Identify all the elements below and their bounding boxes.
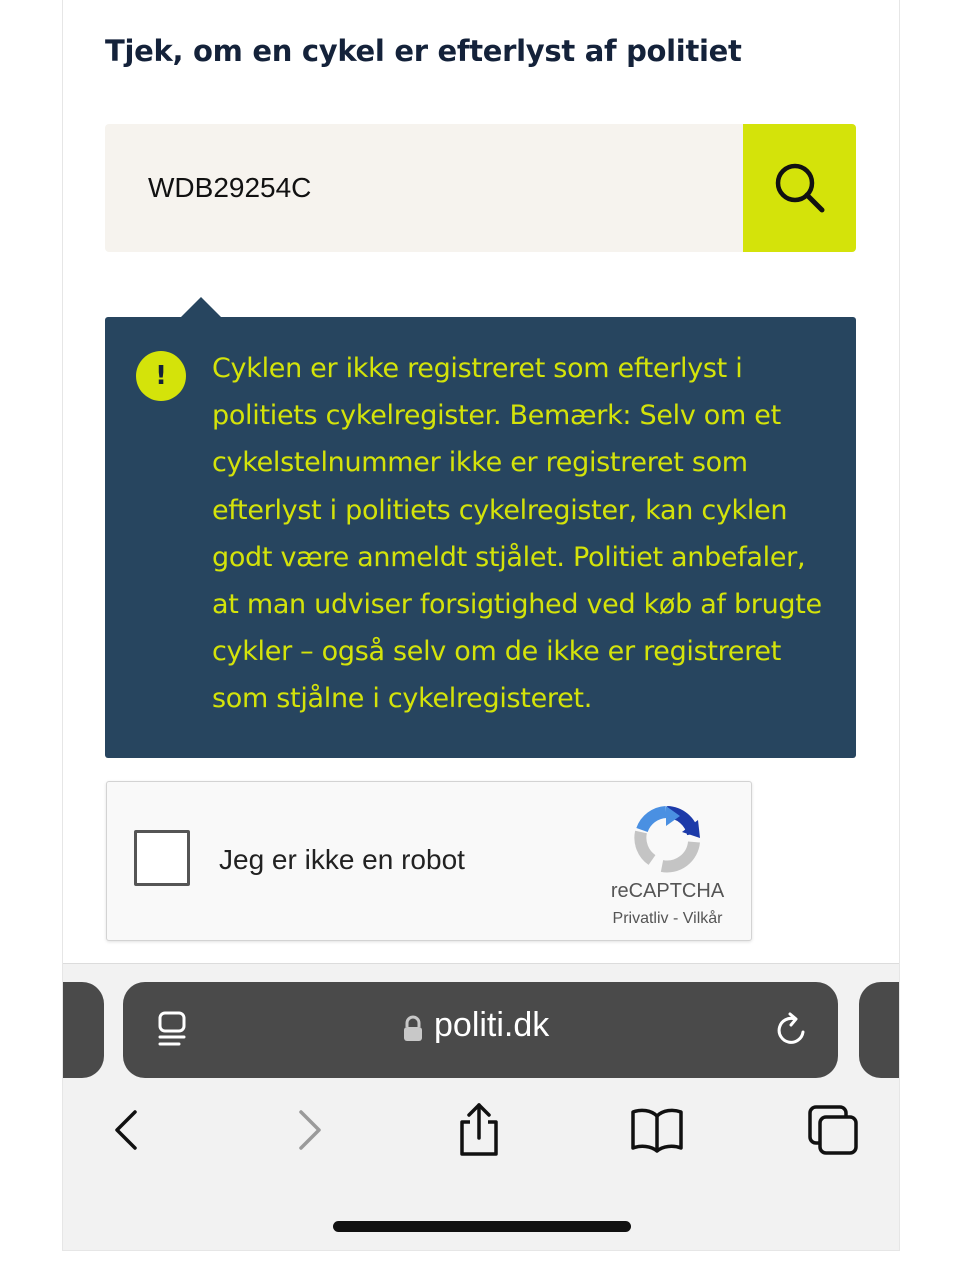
home-indicator[interactable] bbox=[333, 1221, 631, 1232]
reload-icon[interactable] bbox=[773, 1010, 811, 1050]
url-text: politi.dk bbox=[434, 1006, 550, 1044]
search-icon bbox=[770, 158, 830, 218]
next-tab[interactable] bbox=[859, 982, 899, 1078]
recaptcha-brand: reCAPTCHA bbox=[610, 880, 725, 902]
privacy-link[interactable]: Privatliv bbox=[612, 910, 669, 927]
phone-screen bbox=[62, 0, 900, 1251]
search-button[interactable] bbox=[743, 124, 856, 252]
browser-chrome bbox=[63, 963, 899, 1251]
notice-text: Cyklen er ikke registreret som efterlyst i politiets cykelregister. Bemærk: Selv om et cykelstelnummer ikke er registreret som efterlyst i politiets cykelregister, kan cyklen godt være anmeldt stjålet. Politiet anbefaler, at man udviser forsigtighed ved køb af brugte cykler – også selv om de ikke er registreret som stjålne i cykelregisteret. bbox=[212, 353, 822, 715]
back-icon[interactable] bbox=[109, 1104, 149, 1154]
address-bar[interactable] bbox=[123, 982, 838, 1078]
lock-icon bbox=[402, 1015, 424, 1043]
tabs-icon[interactable] bbox=[807, 1104, 859, 1156]
search-input[interactable] bbox=[105, 124, 744, 252]
previous-tab[interactable] bbox=[63, 982, 104, 1078]
recaptcha-widget bbox=[106, 781, 752, 941]
recaptcha-label: Jeg er ikke en robot bbox=[219, 844, 465, 875]
link-separator: - bbox=[668, 910, 683, 927]
reader-icon[interactable] bbox=[155, 1010, 191, 1050]
exclamation-icon: ! bbox=[136, 351, 186, 401]
search-box bbox=[105, 124, 856, 252]
bookmarks-icon[interactable] bbox=[629, 1104, 685, 1154]
recaptcha-checkbox[interactable] bbox=[134, 830, 190, 886]
share-icon[interactable] bbox=[456, 1100, 502, 1158]
page-title: Tjek, om en cykel er efterlyst af politiet bbox=[105, 34, 742, 68]
forward-icon[interactable] bbox=[289, 1104, 329, 1154]
terms-link[interactable]: Vilkår bbox=[682, 910, 723, 927]
recaptcha-logo-icon bbox=[632, 804, 702, 874]
recaptcha-links bbox=[585, 910, 750, 928]
notice-pointer bbox=[180, 297, 222, 318]
result-notice bbox=[105, 317, 856, 758]
